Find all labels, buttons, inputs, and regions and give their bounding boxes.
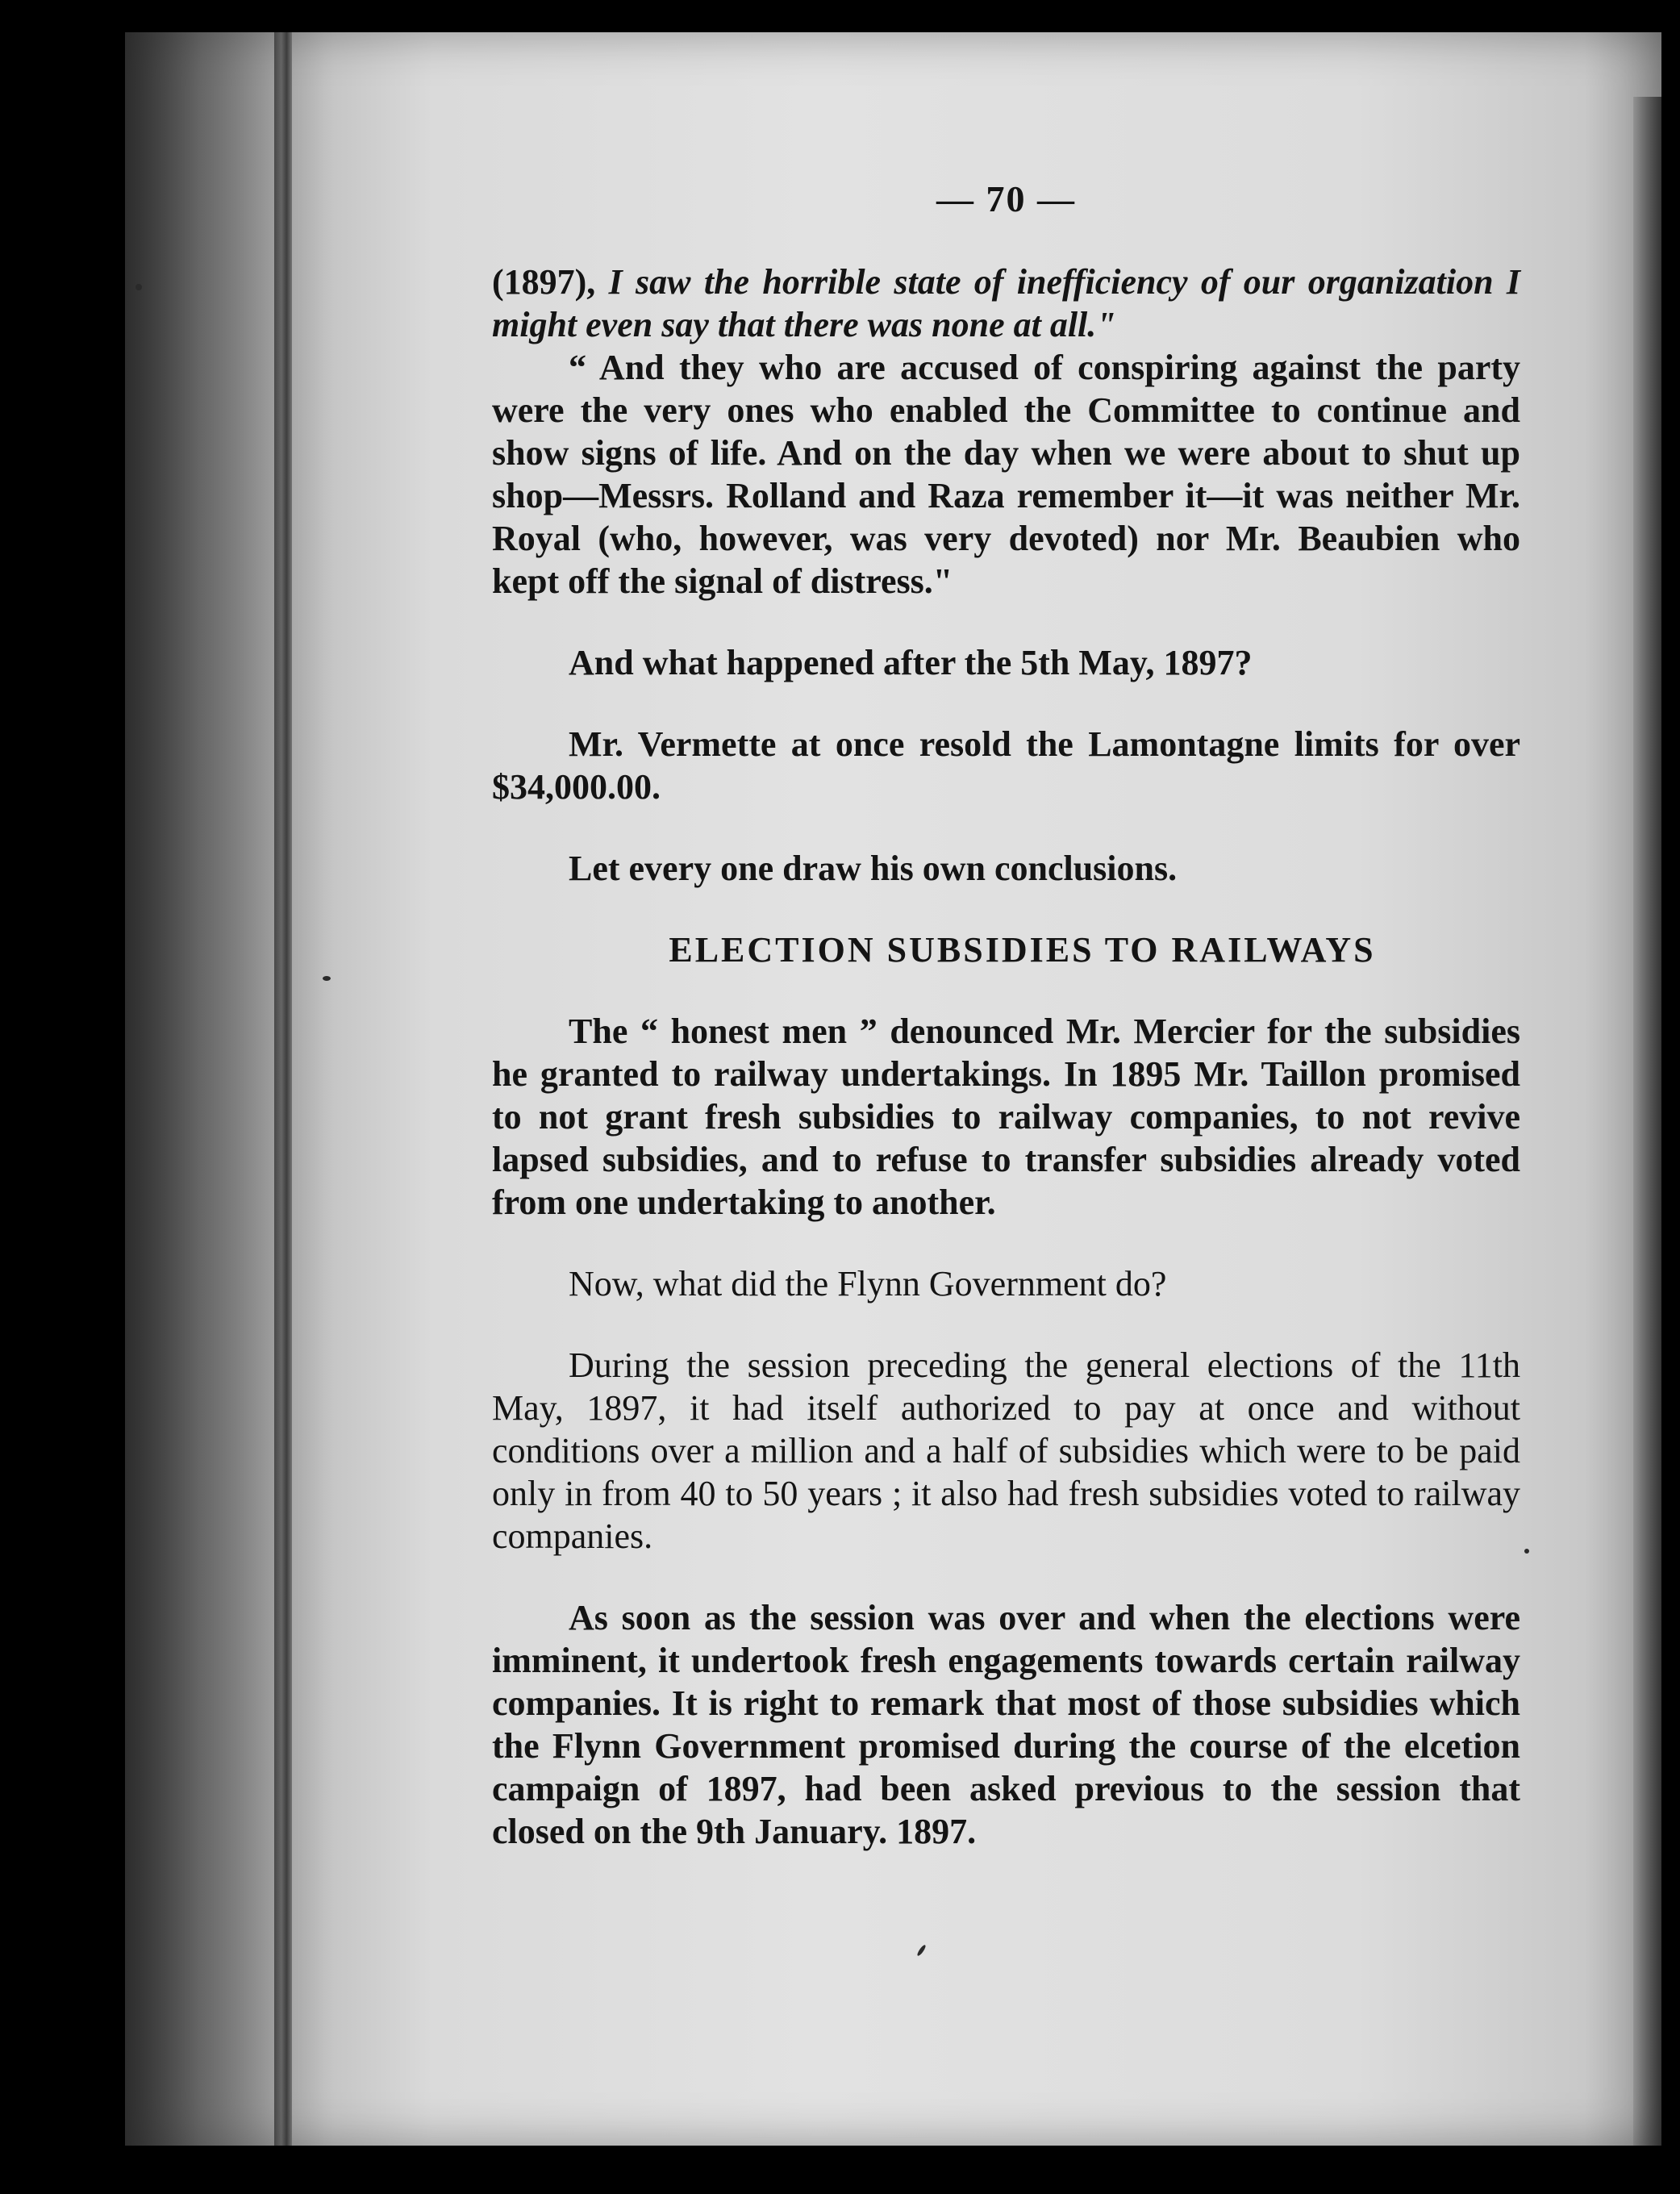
body-paragraph-3: During the session preceding the general elections of the 11th May, 1897, it had itself authorized to pay at once and without conditions over a million and a half of subsidies which were to be paid only in from 40 to 50 years ; it also had fresh subsidies voted to railway companies. bbox=[492, 1345, 1520, 1556]
quote-second-paragraph: “ And they who are accused of conspiring against the party were the very ones who enabled the Committee to continue and show signs of life. And on the day when we were about to shut up shop—Messrs. Rolland and Raza remember it—it was neither Mr. Royal (who, however, was very devoted) nor Mr. Beaubien who kept off the signal of distress." bbox=[492, 348, 1520, 601]
conclusion-text: Let every one draw his own conclusions. bbox=[569, 849, 1178, 888]
scan-speck bbox=[1524, 1549, 1529, 1554]
quote-italic-text: I saw the horrible state of inefficiency of our organization I might even say that there was none at all." bbox=[492, 262, 1520, 344]
page-number: — 70 — bbox=[936, 178, 1076, 219]
quote-first-paragraph bbox=[492, 261, 1520, 346]
body-paragraph-4: As soon as the session was over and when the elections were imminent, it undertook fresh engagements towards certain railway companies. It is right to remark that most of those subsidies which the Flynn Government promised during the course of the elcetion campaign of 1897, had been asked previous to the session that closed on the 9th January. 1897. bbox=[492, 1598, 1520, 1851]
question-text: And what happened after the 5th May, 1897? bbox=[569, 643, 1253, 682]
body-paragraph-1: The “ honest men ” denounced Mr. Mercier for the subsidies he granted to railway undertakings. In 1895 Mr. Taillon promised to not grant fresh subsidies to railway companies, to not revive lapsed subsidies, and to refuse to transfer subsidies already voted from one undertaking to another. bbox=[492, 1011, 1520, 1222]
section-heading: ELECTION SUBSIDIES TO RAILWAYS bbox=[669, 930, 1376, 970]
page-edge-shadow bbox=[1633, 97, 1661, 2146]
page-text bbox=[492, 177, 1520, 1853]
scan-speck bbox=[323, 976, 331, 981]
quote-year-prefix: (1897), bbox=[492, 262, 609, 302]
body-paragraph-2: Now, what did the Flynn Government do? bbox=[569, 1264, 1167, 1303]
answer-text: Mr. Vermette at once resold the Lamontagne limits for over $34,000.00. bbox=[492, 724, 1520, 807]
scan-speck bbox=[135, 284, 142, 290]
binding-gutter bbox=[274, 32, 292, 2146]
binding-shadow bbox=[125, 32, 335, 2146]
